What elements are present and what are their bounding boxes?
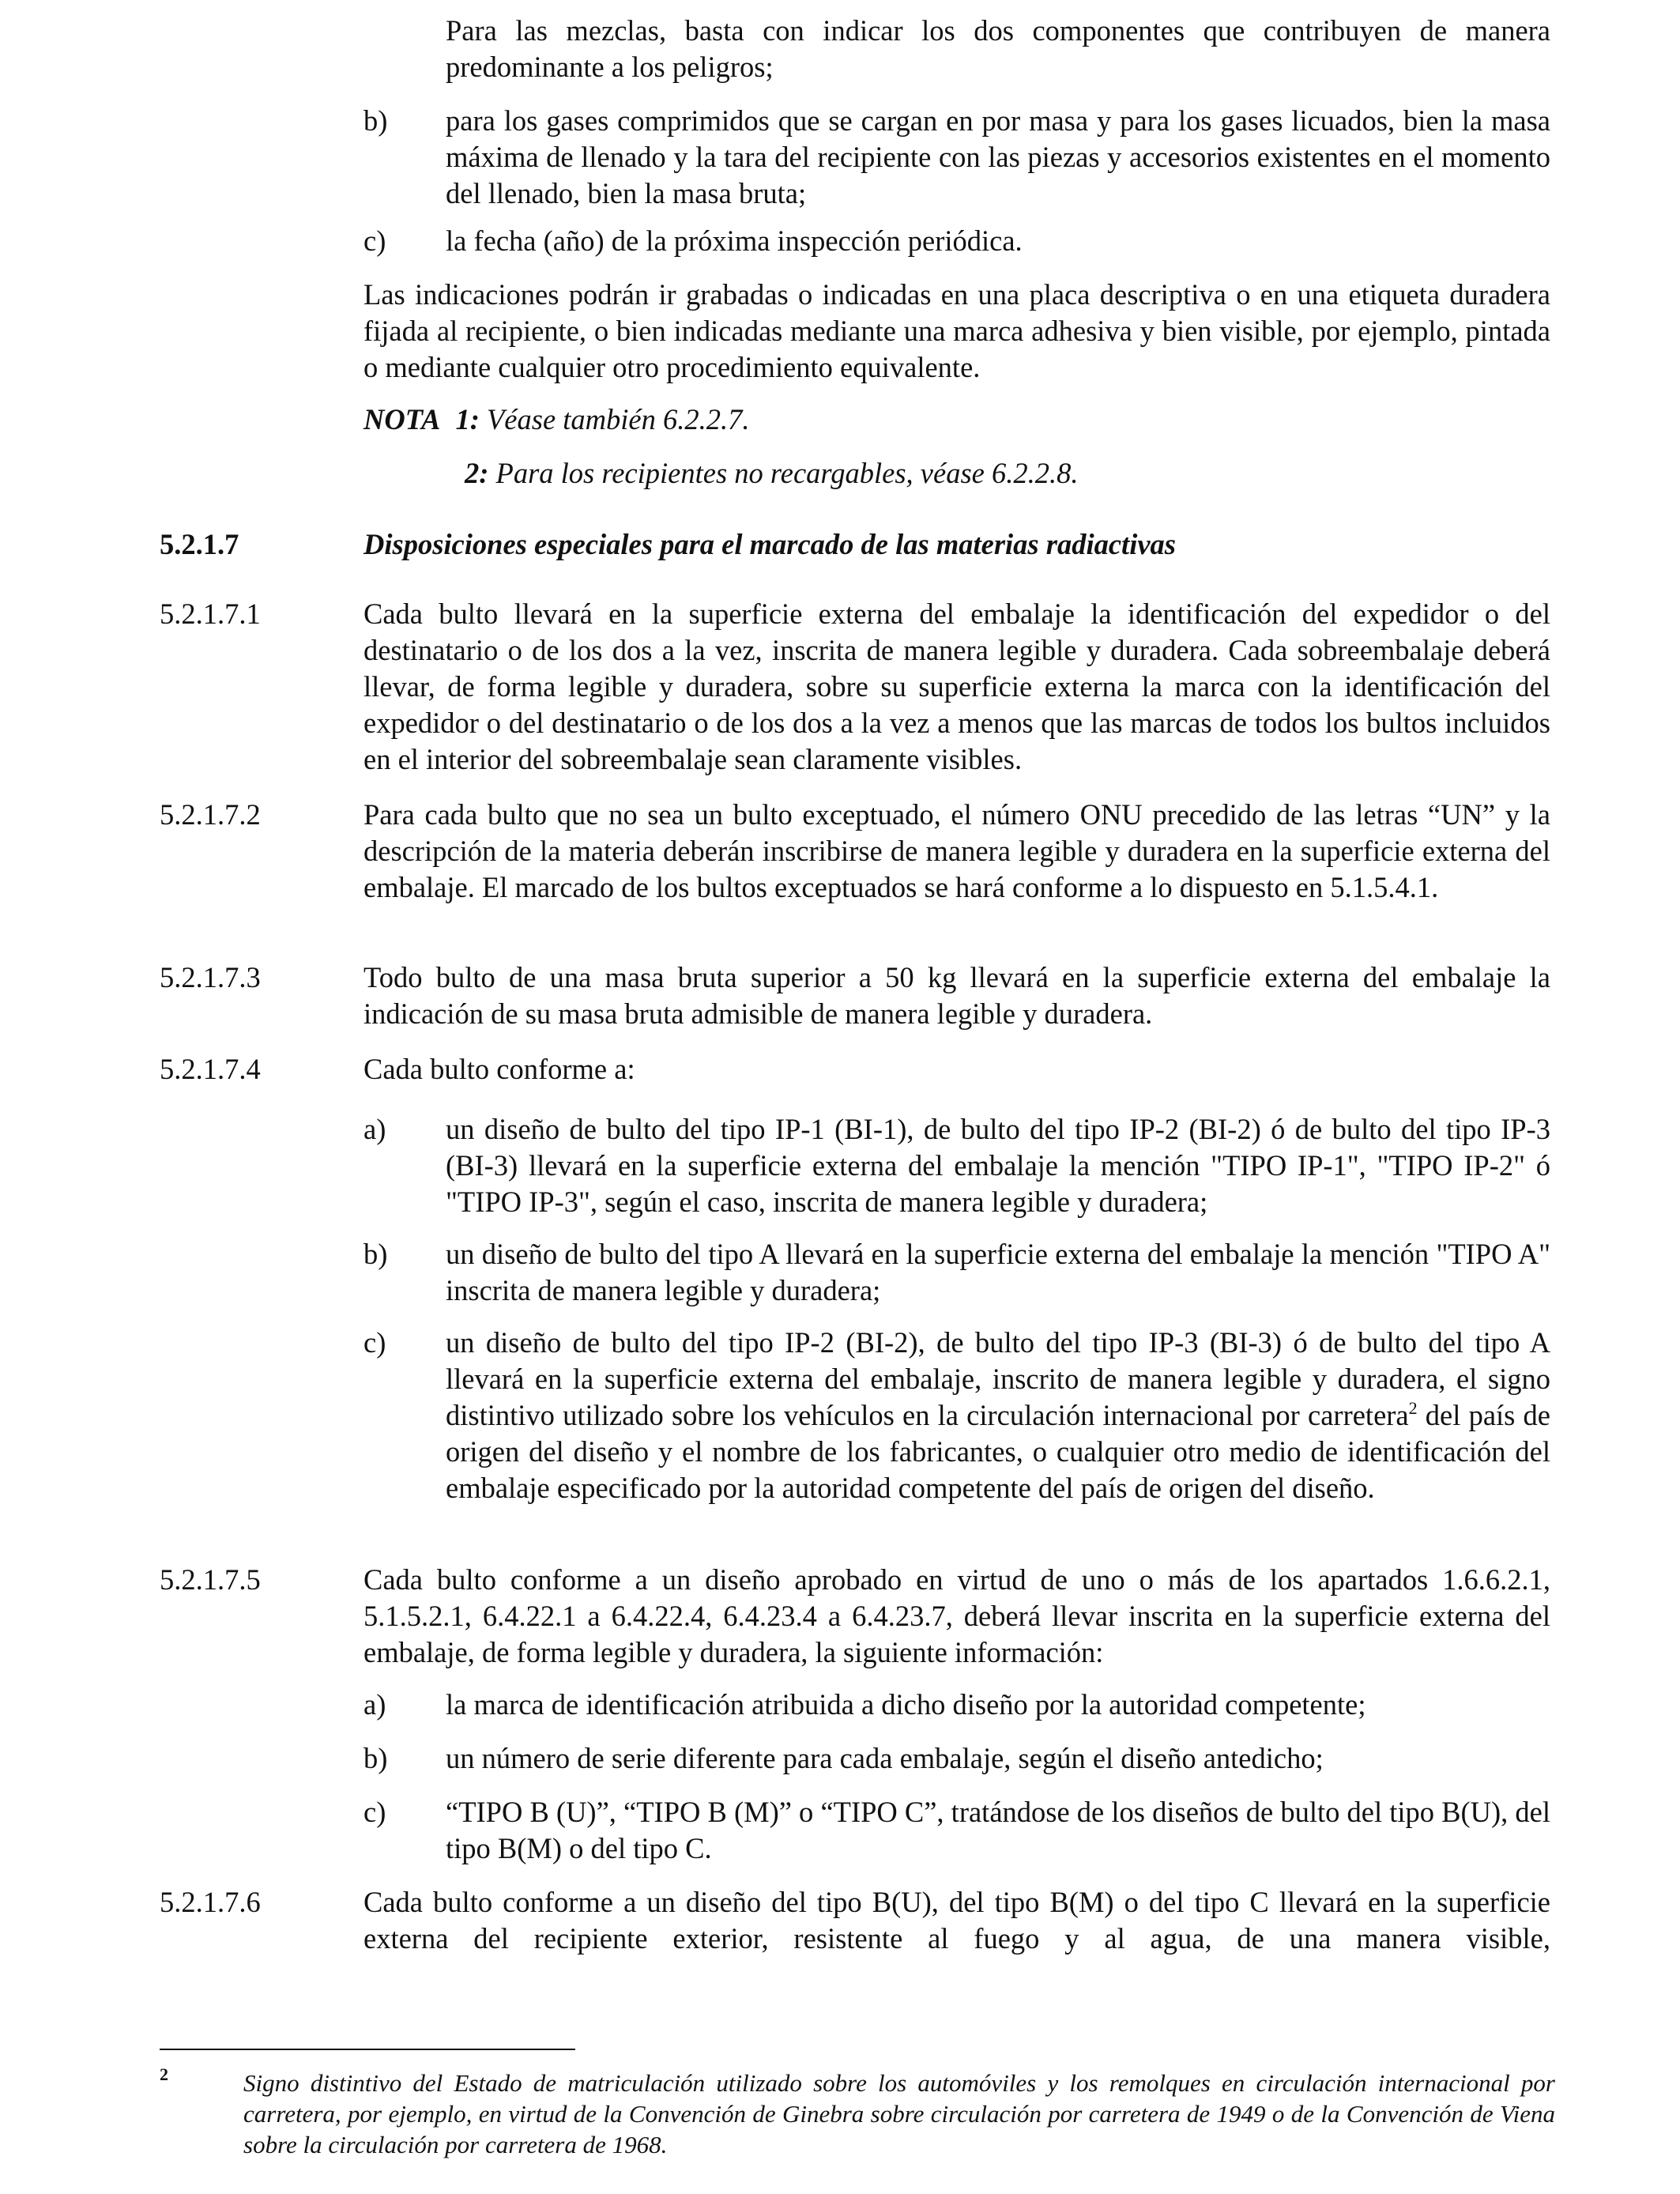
intro-item-c-label: c) <box>363 224 386 257</box>
footnote-reference[interactable]: 2 <box>1408 1398 1418 1418</box>
note-2 <box>465 455 1078 492</box>
intro-item-b-label: b) <box>363 104 388 137</box>
list-item-label: a) <box>363 1113 386 1145</box>
list-item-label: b) <box>363 1238 388 1270</box>
list-item-text: un diseño de bulto del tipo A llevará en la superficie externa del embalaje la mención "TIPO A" inscrita de manera legible y duradera; <box>446 1238 1550 1306</box>
list-item-label: c) <box>363 1796 386 1828</box>
paragraph-text: Cada bulto conforme a un diseño del tipo B(U), del tipo B(M) o del tipo C llevará en la superficie externa del recipiente exterior, resistente al fuego y al agua, de una manera visible, <box>363 1886 1550 1955</box>
paragraph-text: Cada bulto llevará en la superficie externa del embalaje la identificación del expedidor o del destinatario o de los dos a la vez, inscrita de manera legible y duradera. Cada sobreembalaje deberá llevar, de forma legible y duradera, sobre su superficie externa la marca con la identificación del expedidor o del destinatario o de los dos a la vez a menos que las marcas de todos los bultos incluidos en el interior del sobreembalaje sean claramente visibles. <box>363 598 1550 775</box>
intro-indications-paragraph: Las indicaciones podrán ir grabadas o indicadas en una placa descriptiva o en una etiqueta duradera fijada al recipiente, o bien indicadas mediante una marca adhesiva y bien visible, por ejemplo, pintada o mediante cualquier otro procedimiento equivalente. <box>363 278 1550 383</box>
note-1-text: Véase también 6.2.2.7. <box>487 403 750 435</box>
intro-item-b-text: para los gases comprimidos que se cargan en por masa y para los gases licuados, bien la masa máxima de llenado y la tara del recipiente con las piezas y accesorios existentes en el momento del llenado, bien la masa bruta; <box>446 104 1550 209</box>
paragraph-number: 5.2.1.7.5 <box>160 1563 261 1596</box>
paragraph-text: Todo bulto de una masa bruta superior a 50 kg llevará en la superficie externa del embalaje la indicación de su masa bruta admisible de manera legible y duradera. <box>363 961 1550 1030</box>
section-title: Disposiciones especiales para el marcado de las materias radiactivas <box>363 528 1176 560</box>
paragraph-number: 5.2.1.7.1 <box>160 598 261 630</box>
list-item-text: la marca de identificación atribuida a dicho diseño por la autoridad competente; <box>446 1688 1366 1721</box>
note-label: NOTA <box>363 403 441 435</box>
paragraph-text: Para cada bulto que no sea un bulto exceptuado, el número ONU precedido de las letras “UN” y la descripción de la materia deberán inscribirse de manera legible y duradera en la superficie externa del embalaje. El marcado de los bultos exceptuados se hará conforme a lo dispuesto en 5.1.5.4.1. <box>363 798 1550 903</box>
section-number: 5.2.1.7 <box>160 528 239 560</box>
note-2-number: 2: <box>465 457 489 489</box>
footnote-mark: 2 <box>160 2064 168 2084</box>
note-2-text: Para los recipientes no recargables, véase 6.2.2.8. <box>495 457 1079 489</box>
footnote-separator <box>160 2049 575 2050</box>
list-item-label: b) <box>363 1742 388 1774</box>
list-item-text: un número de serie diferente para cada embalaje, según el diseño antedicho; <box>446 1742 1324 1774</box>
paragraph-number: 5.2.1.7.3 <box>160 961 261 993</box>
list-item-text-before: un diseño de bulto del tipo IP-2 (BI-2), de bulto del tipo IP-3 (BI-3) ó de bulto del tipo A llevará en la superficie externa del embalaje, inscrito de manera legible y duradera, el signo distintivo utilizado sobre los vehículos en la circulación internacional por carretera <box>446 1326 1550 1431</box>
intro-item-c-text: la fecha (año) de la próxima inspección periódica. <box>446 224 1023 257</box>
paragraph-number: 5.2.1.7.2 <box>160 798 261 831</box>
note-1-number: 1: <box>455 403 480 435</box>
paragraph-number: 5.2.1.7.6 <box>160 1886 261 1918</box>
paragraph-text: Cada bulto conforme a: <box>363 1053 635 1085</box>
list-item-text <box>446 1325 1550 1506</box>
intro-mixtures-paragraph: Para las mezclas, basta con indicar los dos componentes que contribuyen de manera predominante a los peligros; <box>446 14 1550 83</box>
list-item-label: a) <box>363 1688 386 1721</box>
list-item-text: un diseño de bulto del tipo IP-1 (BI-1), de bulto del tipo IP-2 (BI-2) ó de bulto del tipo IP-3 (BI-3) llevará en la superficie externa del embalaje la mención "TIPO IP-1", "TIPO IP-2" ó "TIPO IP-3", según el caso, inscrita de manera legible y duradera; <box>446 1113 1550 1218</box>
list-item-text: “TIPO B (U)”, “TIPO B (M)” o “TIPO C”, tratándose de los diseños de bulto del tipo B(U), del tipo B(M) o del tipo C. <box>446 1796 1550 1864</box>
paragraph-text: Cada bulto conforme a un diseño aprobado en virtud de uno o más de los apartados 1.6.6.2.1, 5.1.5.2.1, 6.4.22.1 a 6.4.22.4, 6.4.23.4 a 6.4.23.7, deberá llevar inscrita en la superficie externa del embalaje, de forma legible y duradera, la siguiente información: <box>363 1563 1550 1668</box>
footnote-text: Signo distintivo del Estado de matriculación utilizado sobre los automóviles y los remolques en circulación internacional por carretera, por ejemplo, en virtud de la Convención de Ginebra sobre circulación por carretera de 1949 o de la Convención de Viena sobre la circulación por carretera de 1968. <box>243 2069 1555 2158</box>
list-item-label: c) <box>363 1326 386 1359</box>
list-item-text-after: del país de origen del diseño y el nombre de los fabricantes, o cualquier otro medio de identificación del embalaje especificado por la autoridad competente del país de origen del diseño. <box>446 1399 1550 1504</box>
note-1 <box>363 401 750 438</box>
paragraph-number: 5.2.1.7.4 <box>160 1053 261 1085</box>
